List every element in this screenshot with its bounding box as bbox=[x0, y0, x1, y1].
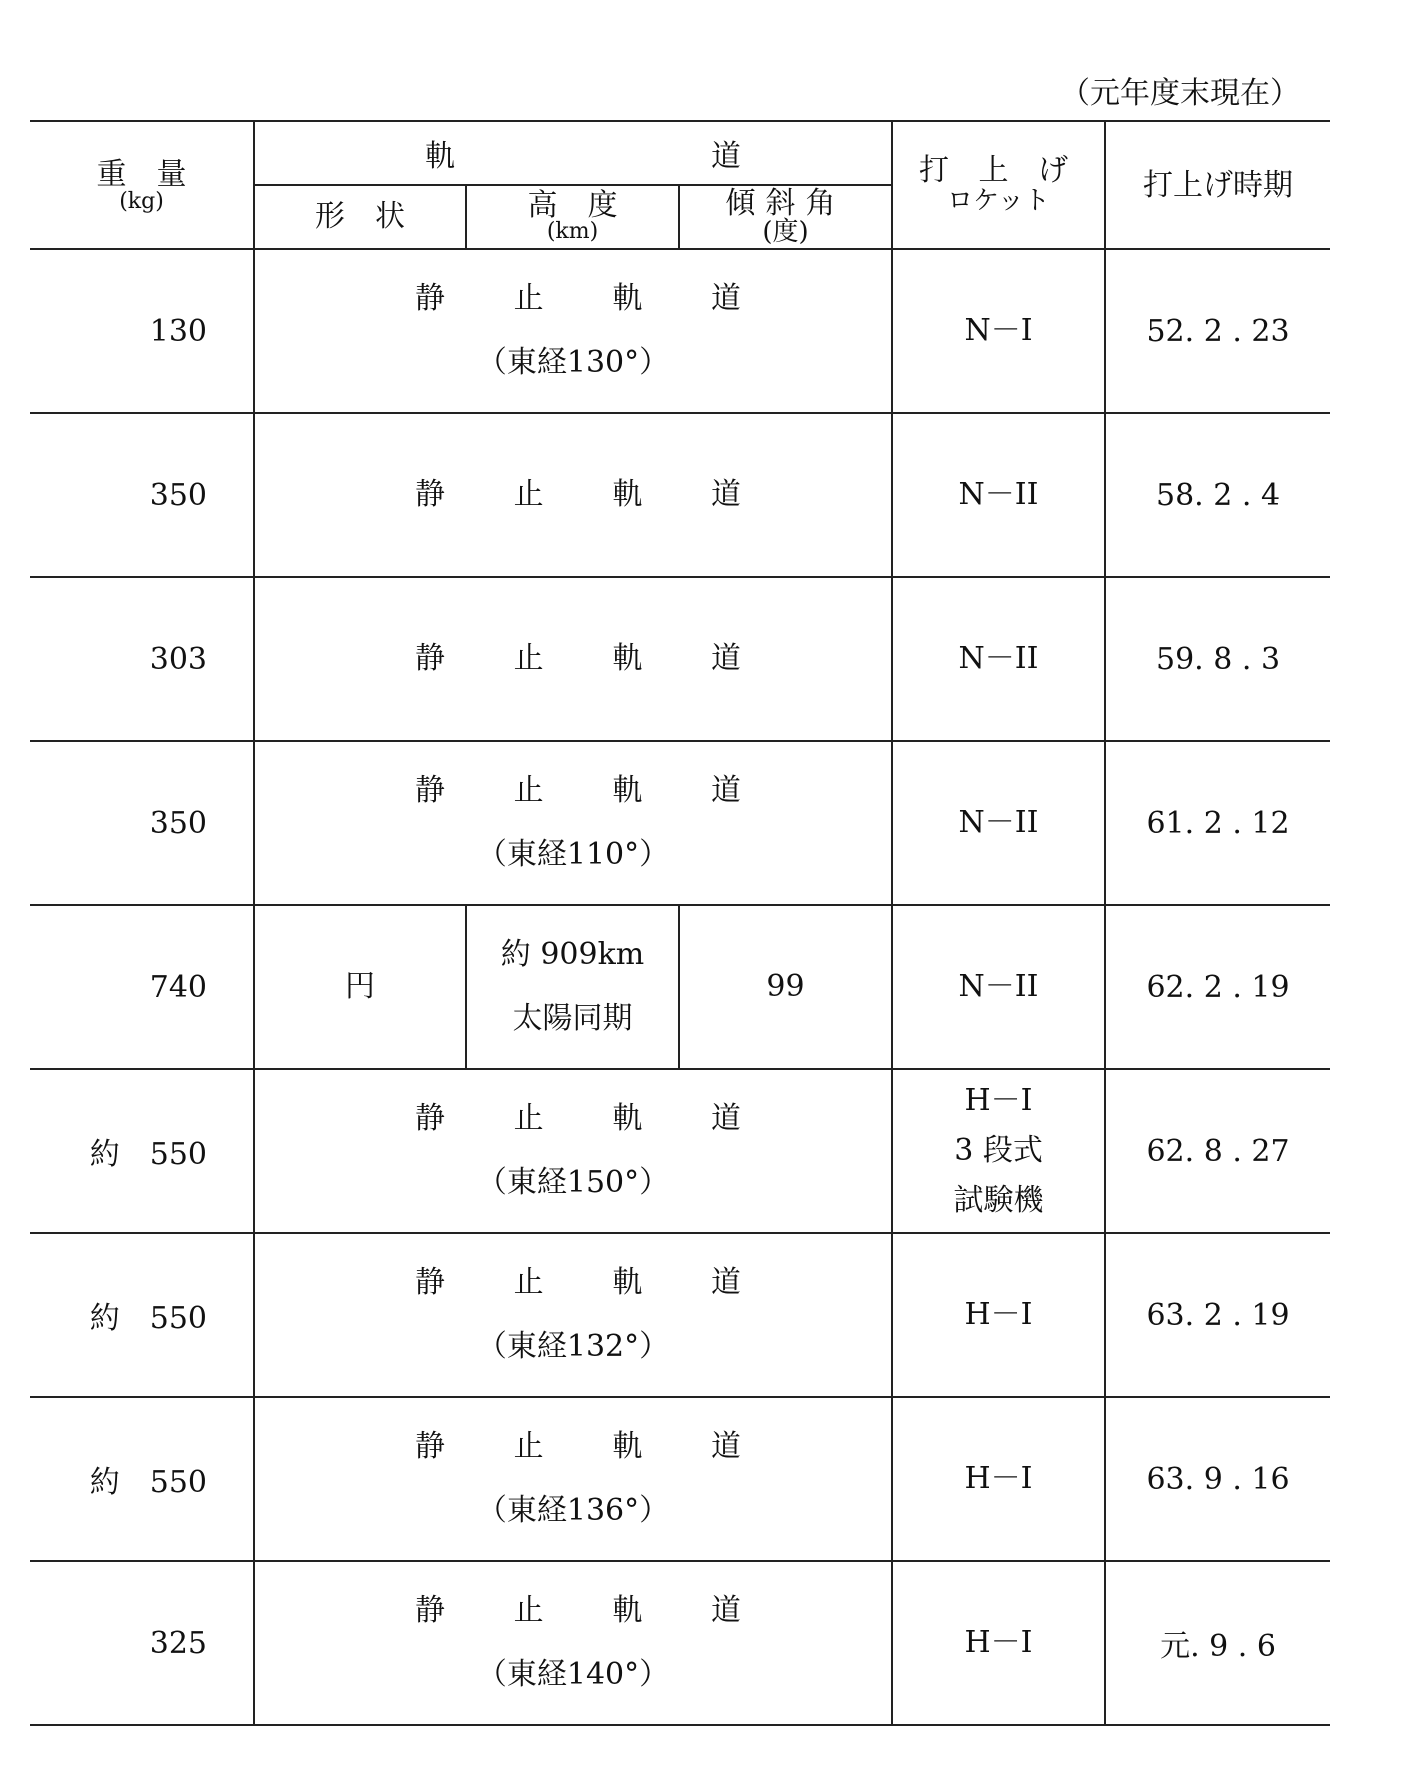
table-row bbox=[30, 1233, 1330, 1397]
rocket-stage: 3 段式 bbox=[954, 1133, 1043, 1168]
orbit-char: 軌 bbox=[612, 1593, 643, 1628]
orbit-name bbox=[255, 463, 891, 527]
weight-cell: 303 bbox=[30, 577, 254, 741]
orbit-char: 静 bbox=[415, 1429, 445, 1464]
rocket-name: H－I bbox=[964, 1461, 1033, 1496]
orbit-name bbox=[255, 759, 891, 823]
weight-cell: 740 bbox=[30, 905, 254, 1069]
orbit-char: 軌 bbox=[612, 1265, 643, 1300]
rocket-name: N－II bbox=[958, 805, 1039, 840]
orbit-cell bbox=[254, 249, 892, 413]
orbit-char: 止 bbox=[513, 477, 544, 512]
orbit-char: 止 bbox=[513, 1265, 544, 1300]
orbit-name bbox=[255, 1579, 891, 1643]
table-row bbox=[30, 1561, 1330, 1725]
orbit-char: 静 bbox=[415, 1593, 445, 1628]
header-weight bbox=[30, 121, 254, 249]
orbit-char: 静 bbox=[415, 773, 445, 808]
orbit-char: 道 bbox=[711, 281, 742, 316]
header-altitude-unit: (km) bbox=[546, 219, 599, 244]
header-shape-label: 形 状 bbox=[315, 199, 405, 234]
orbit-char: 止 bbox=[513, 281, 544, 316]
rocket-name: N－II bbox=[958, 969, 1039, 1004]
rocket-cell bbox=[892, 1561, 1105, 1725]
rocket-cell bbox=[892, 1069, 1105, 1233]
orbit-char: 軌 bbox=[612, 641, 643, 676]
rocket-cell bbox=[892, 1233, 1105, 1397]
date-cell: 62. 2 . 19 bbox=[1105, 905, 1330, 1069]
orbit-char: 道 bbox=[711, 477, 742, 512]
table-row bbox=[30, 249, 1330, 413]
rocket-cell bbox=[892, 413, 1105, 577]
weight-cell: 350 bbox=[30, 741, 254, 905]
orbit-char: 静 bbox=[415, 1265, 445, 1300]
rocket-cell bbox=[892, 249, 1105, 413]
rocket-name: N－I bbox=[964, 313, 1033, 348]
orbit-longitude: （東経150°） bbox=[476, 1165, 670, 1200]
weight-cell: 325 bbox=[30, 1561, 254, 1725]
orbit-longitude: （東経140°） bbox=[476, 1657, 670, 1692]
header-weight-unit: (kg) bbox=[119, 188, 164, 214]
orbit-longitude: （東経110°） bbox=[476, 837, 670, 872]
header-orbit bbox=[254, 121, 892, 185]
rocket-cell bbox=[892, 1397, 1105, 1561]
orbit-char: 軌 bbox=[612, 773, 643, 808]
date-cell: 58. 2 . 4 bbox=[1105, 413, 1330, 577]
orbit-char: 道 bbox=[711, 1101, 742, 1136]
header-inclination-unit: (度) bbox=[762, 217, 809, 247]
orbit-char: 静 bbox=[415, 1101, 445, 1136]
date-cell: 52. 2 . 23 bbox=[1105, 249, 1330, 413]
orbit-char: 道 bbox=[711, 1593, 742, 1628]
date-cell: 元. 9 . 6 bbox=[1105, 1561, 1330, 1725]
header-rocket-line2: ロケット bbox=[947, 186, 1050, 217]
header-inclination-label: 傾斜角 bbox=[725, 186, 846, 221]
weight-cell: 350 bbox=[30, 413, 254, 577]
orbit-char: 止 bbox=[513, 773, 544, 808]
orbit-cell bbox=[254, 1069, 892, 1233]
shape-cell: 円 bbox=[254, 905, 466, 1069]
orbit-longitude: （東経136°） bbox=[476, 1493, 670, 1528]
orbit-longitude: （東経130°） bbox=[476, 345, 670, 380]
orbit-char: 軌 bbox=[612, 1101, 643, 1136]
orbit-char: 道 bbox=[711, 1429, 742, 1464]
orbit-char: 静 bbox=[415, 641, 445, 676]
date-cell: 62. 8 . 27 bbox=[1105, 1069, 1330, 1233]
rocket-note: 試験機 bbox=[953, 1183, 1044, 1218]
orbit-name bbox=[255, 1415, 891, 1479]
header-orbit-right: 道 bbox=[711, 139, 742, 174]
weight-cell: 約 550 bbox=[30, 1397, 254, 1561]
table-row bbox=[30, 741, 1330, 905]
as-of-note: （元年度末現在） bbox=[1060, 76, 1300, 111]
orbit-char: 止 bbox=[513, 1101, 544, 1136]
orbit-cell bbox=[254, 1233, 892, 1397]
header-shape bbox=[254, 185, 466, 249]
orbit-char: 止 bbox=[513, 1593, 544, 1628]
header-rocket-line1: 打 上 げ bbox=[918, 153, 1079, 189]
orbit-name bbox=[255, 1087, 891, 1151]
table-row bbox=[30, 1069, 1330, 1233]
table-row bbox=[30, 905, 1330, 1069]
rocket-cell bbox=[892, 577, 1105, 741]
orbit-name bbox=[255, 627, 891, 691]
orbit-char: 静 bbox=[415, 477, 445, 512]
date-cell: 63. 2 . 19 bbox=[1105, 1233, 1330, 1397]
rocket-name: N－II bbox=[958, 477, 1039, 512]
orbit-char: 軌 bbox=[612, 1429, 643, 1464]
table-row bbox=[30, 413, 1330, 577]
orbit-char: 止 bbox=[513, 641, 544, 676]
altitude-type: 太陽同期 bbox=[512, 1001, 633, 1036]
header-date-label: 打上げ時期 bbox=[1143, 167, 1294, 203]
header-inclination bbox=[679, 185, 892, 249]
orbit-char: 道 bbox=[711, 1265, 742, 1300]
orbit-name bbox=[255, 267, 891, 331]
altitude-cell bbox=[466, 905, 679, 1069]
table-row bbox=[30, 1397, 1330, 1561]
date-cell: 61. 2 . 12 bbox=[1105, 741, 1330, 905]
table-row bbox=[30, 577, 1330, 741]
orbit-cell bbox=[254, 577, 892, 741]
weight-cell: 130 bbox=[30, 249, 254, 413]
rocket-name: H－I bbox=[964, 1625, 1033, 1660]
rocket-name: H－I bbox=[964, 1083, 1033, 1118]
header-row-1 bbox=[30, 121, 1330, 185]
orbit-longitude: （東経132°） bbox=[476, 1329, 670, 1364]
orbit-char: 止 bbox=[513, 1429, 544, 1464]
header-rocket bbox=[892, 121, 1105, 249]
header-date bbox=[1105, 121, 1330, 249]
orbit-char: 軌 bbox=[612, 281, 643, 316]
date-cell: 59. 8 . 3 bbox=[1105, 577, 1330, 741]
rocket-name: H－I bbox=[964, 1297, 1033, 1332]
orbit-cell bbox=[254, 1561, 892, 1725]
header-altitude bbox=[466, 185, 679, 249]
rocket-name: N－II bbox=[958, 641, 1039, 676]
weight-cell: 約 550 bbox=[30, 1069, 254, 1233]
orbit-cell bbox=[254, 1397, 892, 1561]
orbit-name bbox=[255, 1251, 891, 1315]
header-weight-label: 重 量 bbox=[96, 156, 187, 192]
altitude-value: 約 909km bbox=[500, 937, 645, 972]
rocket-cell bbox=[892, 905, 1105, 1069]
weight-cell: 約 550 bbox=[30, 1233, 254, 1397]
orbit-char: 静 bbox=[415, 281, 445, 316]
rocket-cell bbox=[892, 741, 1105, 905]
date-cell: 63. 9 . 16 bbox=[1105, 1397, 1330, 1561]
orbit-char: 道 bbox=[711, 641, 742, 676]
orbit-char: 軌 bbox=[612, 477, 643, 512]
satellite-table bbox=[30, 120, 1330, 1726]
header-orbit-left: 軌 bbox=[425, 139, 455, 174]
inclination-cell: 99 bbox=[679, 905, 892, 1069]
header-altitude-label: 高 度 bbox=[527, 188, 618, 223]
orbit-char: 道 bbox=[711, 773, 742, 808]
orbit-cell bbox=[254, 741, 892, 905]
orbit-cell bbox=[254, 413, 892, 577]
